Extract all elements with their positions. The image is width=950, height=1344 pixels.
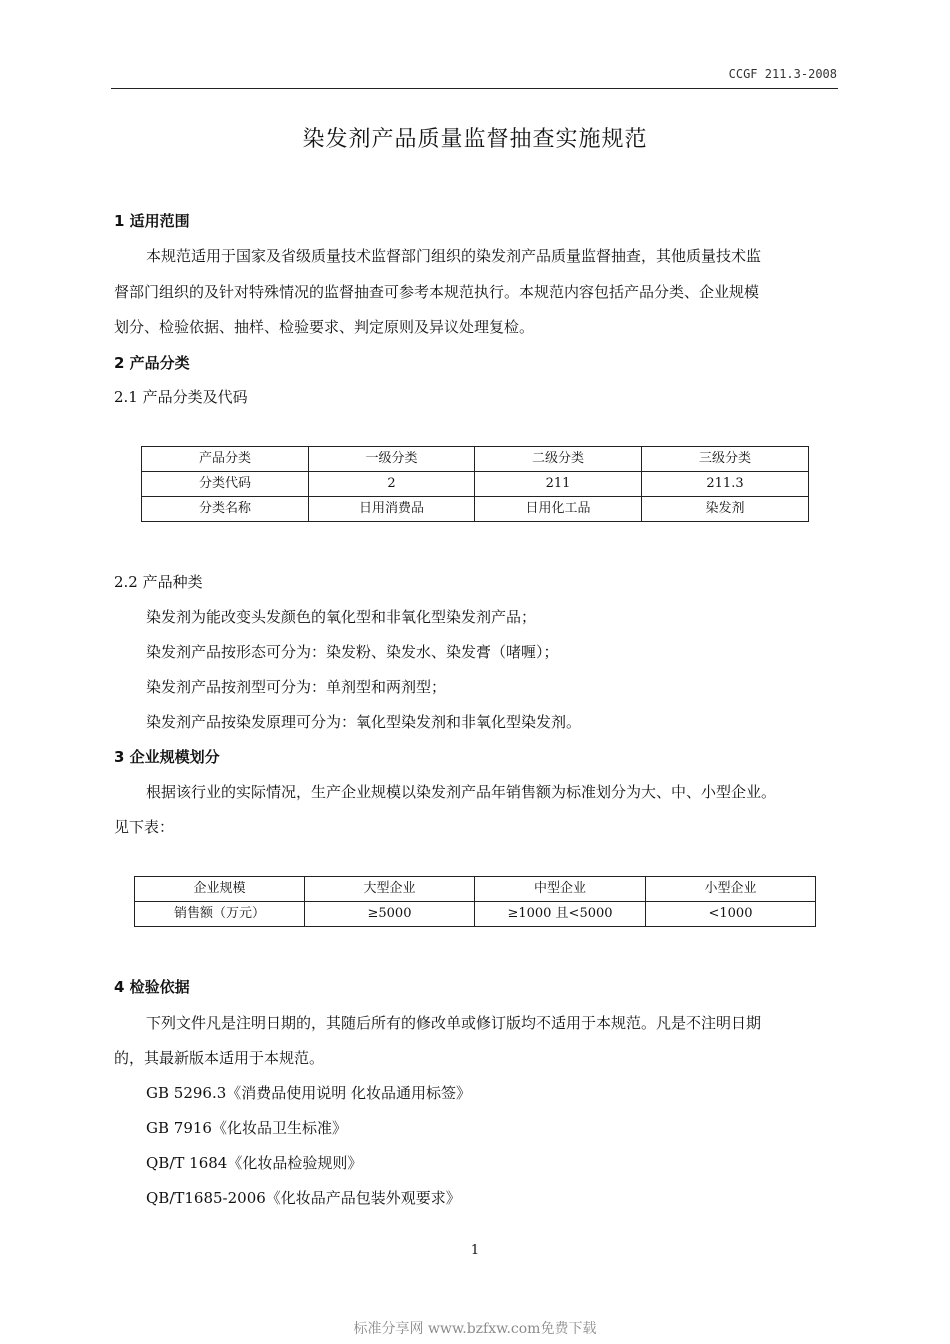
table-cell: 日用消费品	[309, 497, 475, 522]
table-row	[142, 447, 809, 472]
section-1-paragraph-line-3: 划分、检验依据、抽样、检验要求、判定原则及异议处理复检。	[114, 318, 535, 336]
product-type-item-2: 染发剂产品按形态可分为：染发粉、染发水、染发膏（啫喱）；	[146, 643, 559, 661]
section-4-paragraph-line-2: 的，其最新版本适用于本规范。	[114, 1049, 325, 1067]
section-3-heading: 3 企业规模划分	[114, 748, 220, 766]
enterprise-scale-table	[134, 876, 816, 927]
section-1-paragraph-line-2: 督部门组织的及针对特殊情况的监督抽查可参考本规范执行。本规范内容包括产品分类、企业规模	[114, 283, 760, 301]
section-4-paragraph-line-1: 下列文件凡是注明日期的，其随后所有的修改单或修订版均不适用于本规范。凡是不注明日期	[146, 1014, 762, 1032]
watermark-footer: 标准分享网 www.bzfxw.com免费下载	[353, 1321, 597, 1337]
header-rule	[111, 88, 838, 89]
section-1-heading: 1 适用范围	[114, 212, 190, 230]
table-cell: 2	[309, 472, 475, 497]
table-cell: 三级分类	[642, 447, 809, 472]
section-2-heading: 2 产品分类	[114, 354, 190, 372]
header-standard-code: CCGF 211.3-2008	[728, 67, 837, 81]
table-cell: 产品分类	[142, 447, 309, 472]
product-type-item-3: 染发剂产品按剂型可分为：单剂型和两剂型；	[146, 678, 447, 696]
table-cell: 大型企业	[305, 877, 475, 902]
normative-reference-4: QB/T1685-2006《化妆品产品包装外观要求》	[146, 1189, 461, 1207]
table-cell: 一级分类	[309, 447, 475, 472]
section-3-paragraph-line-1: 根据该行业的实际情况，生产企业规模以染发剂产品年销售额为标准划分为大、中、小型企业。	[146, 783, 777, 801]
section-3-paragraph-line-2: 见下表：	[114, 818, 175, 836]
product-type-item-1: 染发剂为能改变头发颜色的氧化型和非氧化型染发剂产品；	[146, 608, 537, 626]
section-2-2-heading: 2.2 产品种类	[114, 573, 203, 591]
table-cell: 分类名称	[142, 497, 309, 522]
table-row	[135, 902, 816, 927]
table-cell: 中型企业	[475, 877, 646, 902]
table-row	[135, 877, 816, 902]
table-cell: 染发剂	[642, 497, 809, 522]
normative-reference-3: QB/T 1684《化妆品检验规则》	[146, 1154, 363, 1172]
table-cell: 二级分类	[475, 447, 642, 472]
document-title: 染发剂产品质量监督抽查实施规范	[302, 127, 648, 152]
section-2-1-heading: 2.1 产品分类及代码	[114, 388, 248, 406]
section-4-heading: 4 检验依据	[114, 978, 190, 996]
table-cell: 211.3	[642, 472, 809, 497]
table-cell: 日用化工品	[475, 497, 642, 522]
section-1-paragraph-line-1: 本规范适用于国家及省级质量技术监督部门组织的染发剂产品质量监督抽查，其他质量技术监	[146, 247, 762, 265]
table-cell: ≥5000	[305, 902, 475, 927]
table-row	[142, 472, 809, 497]
table-row	[142, 497, 809, 522]
table-cell: 分类代码	[142, 472, 309, 497]
table-cell: 企业规模	[135, 877, 305, 902]
normative-reference-2: GB 7916《化妆品卫生标准》	[146, 1119, 347, 1137]
table-cell: 小型企业	[646, 877, 816, 902]
normative-reference-1: GB 5296.3《消费品使用说明 化妆品通用标签》	[146, 1084, 472, 1102]
page-number: 1	[470, 1243, 480, 1258]
table-cell: ≥1000 且<5000	[475, 902, 646, 927]
table-cell: 211	[475, 472, 642, 497]
product-type-item-4: 染发剂产品按染发原理可分为：氧化型染发剂和非氧化型染发剂。	[146, 713, 582, 731]
product-classification-table	[141, 446, 809, 522]
table-cell: <1000	[646, 902, 816, 927]
table-cell: 销售额（万元）	[135, 902, 305, 927]
